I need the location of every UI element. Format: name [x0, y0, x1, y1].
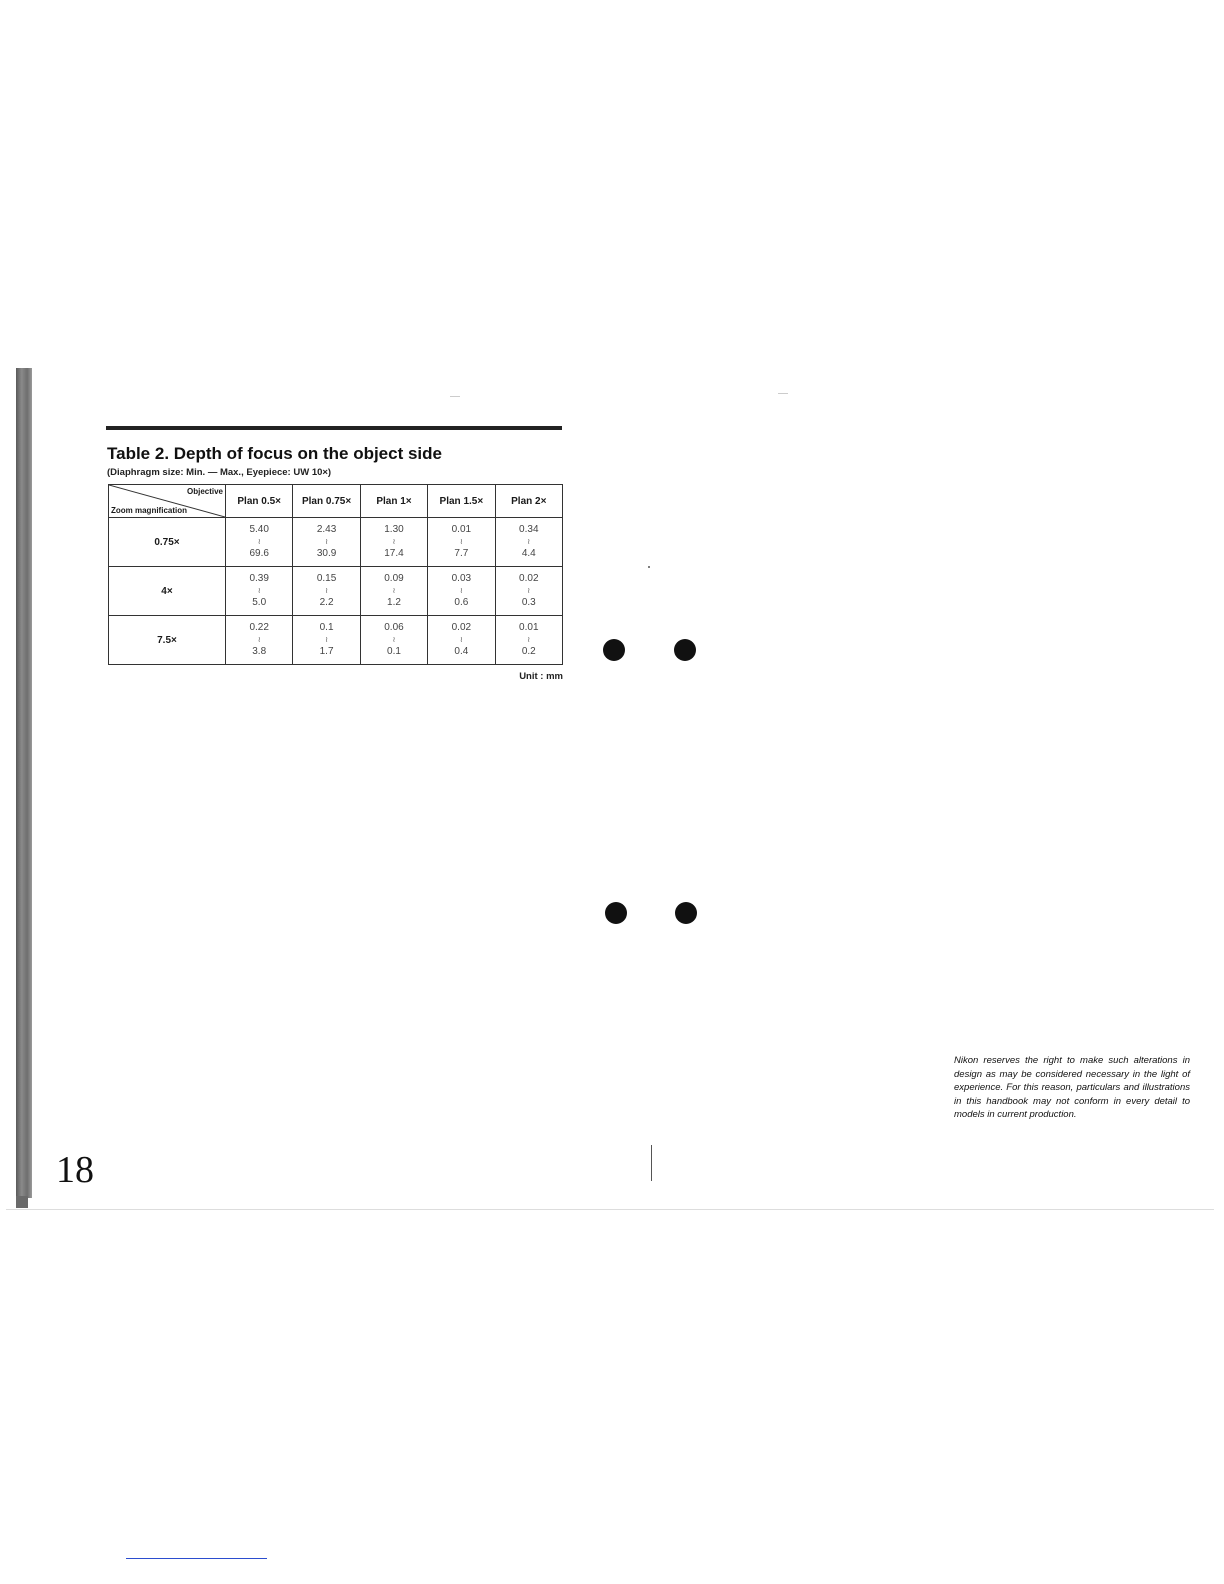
cell-min-value: 0.22: [249, 622, 269, 633]
cell-min-value: 2.43: [316, 524, 337, 535]
cell-max-value: 0.2: [521, 646, 536, 657]
range-glyph: ≀: [392, 635, 396, 644]
depth-of-focus-table: [108, 484, 563, 665]
cell-max-value: 5.0: [252, 597, 267, 608]
column-header: Plan 2×: [495, 485, 562, 518]
corner-label-objective: Objective: [186, 487, 223, 496]
cell-min-value: 0.01: [519, 622, 539, 633]
table-row: [109, 616, 563, 665]
table-cell: [495, 616, 562, 665]
range-glyph: ≀: [257, 586, 261, 595]
center-fold-line: [651, 1145, 652, 1181]
speck: [648, 566, 650, 568]
cell-min-value: 0.02: [451, 622, 472, 633]
table-cell: [293, 567, 360, 616]
table-cell: [226, 567, 293, 616]
range-glyph: ≀: [527, 635, 531, 644]
faint-mark: [450, 396, 460, 397]
table-row: [109, 518, 563, 567]
cell-min-value: 0.1: [319, 622, 334, 633]
column-header: Plan 1×: [360, 485, 427, 518]
registration-dot: [603, 639, 625, 661]
cell-max-value: 1.7: [319, 646, 334, 657]
cell-min-value: 0.15: [316, 573, 337, 584]
column-header: Plan 1.5×: [428, 485, 495, 518]
cell-min-value: 5.40: [249, 524, 269, 535]
table-cell: [226, 616, 293, 665]
range-glyph: ≀: [459, 635, 463, 644]
table-cell: [495, 567, 562, 616]
table-cell: [226, 518, 293, 567]
faint-mark: [778, 393, 788, 394]
cell-max-value: 7.7: [454, 548, 469, 559]
table-corner-header: [109, 485, 226, 518]
binding-strip: [16, 368, 32, 1198]
cell-max-value: 17.4: [384, 548, 404, 559]
cell-max-value: 0.6: [454, 597, 469, 608]
cell-min-value: 0.02: [519, 573, 539, 584]
range-glyph: ≀: [257, 635, 261, 644]
table-cell: [428, 616, 495, 665]
unit-note: Unit : mm: [519, 671, 563, 682]
column-header: Plan 0.75×: [293, 485, 360, 518]
cell-min-value: 0.06: [384, 622, 404, 633]
range-glyph: ≀: [257, 537, 261, 546]
range-glyph: ≀: [392, 537, 396, 546]
registration-dot: [675, 902, 697, 924]
table-subtitle: (Diaphragm size: Min. — Max., Eyepiece: UW 10×): [107, 467, 332, 478]
range-glyph: ≀: [325, 635, 329, 644]
table-cell: [360, 616, 427, 665]
cell-min-value: 0.01: [451, 524, 472, 535]
cell-min-value: 1.30: [384, 524, 404, 535]
range-glyph: ≀: [527, 537, 531, 546]
cell-max-value: 30.9: [316, 548, 337, 559]
cell-max-value: 69.6: [249, 548, 269, 559]
row-header: 4×: [109, 567, 226, 616]
cell-max-value: 0.1: [387, 646, 401, 657]
table-top-rule: [106, 426, 562, 430]
range-glyph: ≀: [527, 586, 531, 595]
range-glyph: ≀: [325, 586, 329, 595]
cell-max-value: 3.8: [252, 646, 267, 657]
table-cell: [293, 616, 360, 665]
table-cell: [428, 518, 495, 567]
table-title: Table 2. Depth of focus on the object side: [107, 444, 442, 463]
bottom-rule: [6, 1209, 1214, 1210]
row-header: 7.5×: [109, 616, 226, 665]
row-header: 0.75×: [109, 518, 226, 567]
table-cell: [293, 518, 360, 567]
cell-max-value: 0.4: [454, 646, 469, 657]
table-header-row: [109, 485, 563, 518]
cell-max-value: 4.4: [521, 548, 536, 559]
registration-dot: [605, 902, 627, 924]
table-cell: [360, 567, 427, 616]
table-row: [109, 567, 563, 616]
corner-label-zoom: Zoom magnification: [111, 506, 187, 515]
page-number: 18: [56, 1149, 94, 1191]
cell-min-value: 0.09: [384, 573, 404, 584]
column-header: Plan 0.5×: [226, 485, 293, 518]
cell-max-value: 1.2: [387, 597, 401, 608]
disclaimer-text: Nikon reserves the right to make such alterations in design as may be considered necessary in the light of experience. For this reason, particulars and illustrations in this handbook may not conform in every detail to models in current production.: [954, 1055, 1190, 1120]
range-glyph: ≀: [459, 537, 463, 546]
cell-min-value: 0.39: [249, 573, 269, 584]
registration-dot: [674, 639, 696, 661]
cell-max-value: 0.3: [521, 597, 536, 608]
cell-max-value: 2.2: [319, 597, 334, 608]
blue-underline: [126, 1558, 267, 1559]
range-glyph: ≀: [392, 586, 396, 595]
table-cell: [428, 567, 495, 616]
range-glyph: ≀: [325, 537, 329, 546]
table-cell: [495, 518, 562, 567]
cell-min-value: 0.03: [451, 573, 472, 584]
range-glyph: ≀: [459, 586, 463, 595]
cell-min-value: 0.34: [519, 524, 539, 535]
table-cell: [360, 518, 427, 567]
